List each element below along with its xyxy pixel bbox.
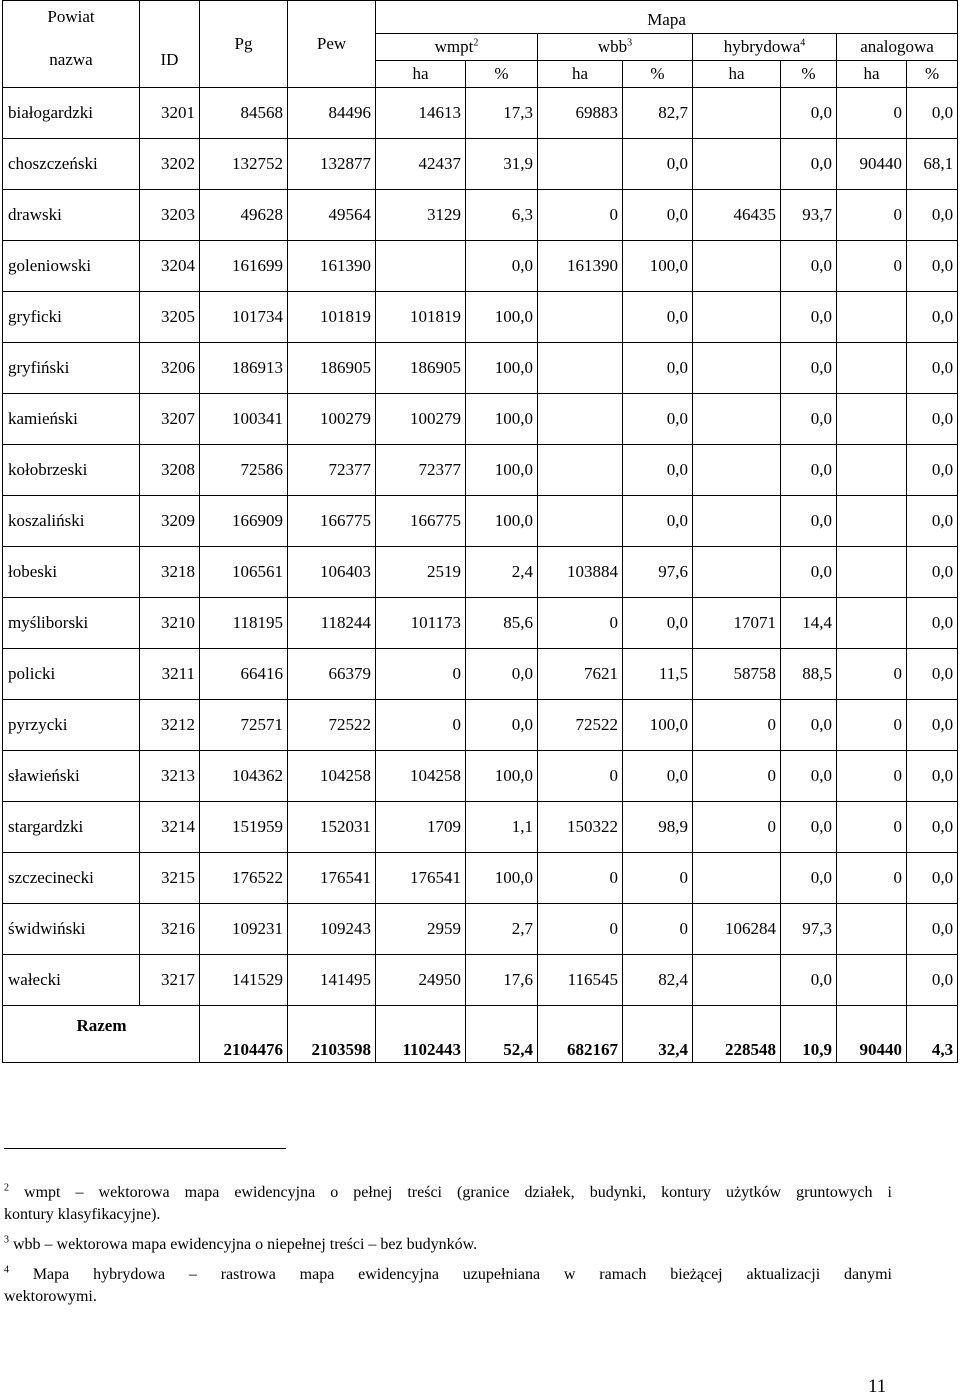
cell-wmpt-pct: 0,0 [466,649,538,700]
cell-pg: 72571 [200,700,288,751]
cell-wbb-ha: 0 [538,751,623,802]
cell-wbb-ha: 150322 [538,802,623,853]
cell-pg: 106561 [200,547,288,598]
hybrydowa-sup: 4 [800,37,806,49]
cell-ana-ha: 0 [837,751,907,802]
cell-ana-ha: 0 [837,88,907,139]
cell-ana-ha [837,547,907,598]
total-cell-ana-pct: 4,3 [907,1006,958,1063]
header-pew: Pew [288,1,376,88]
cell-id: 3213 [140,751,200,802]
cell-wmpt-ha: 1709 [376,802,466,853]
unit-ana-ha: ha [837,61,907,88]
total-cell-hyb-ha: 228548 [693,1006,781,1063]
cell-wmpt-pct: 17,3 [466,88,538,139]
cell-hyb-pct: 93,7 [781,190,837,241]
table-row [3,343,958,394]
cell-wbb-ha [538,292,623,343]
cell-hyb-ha [693,139,781,190]
cell-wbb-ha: 0 [538,904,623,955]
unit-hyb-ha: ha [693,61,781,88]
cell-pew: 176541 [288,853,376,904]
cell-wmpt-pct: 100,0 [466,394,538,445]
cell-wmpt-ha: 24950 [376,955,466,1006]
wbb-label: wbb [597,37,628,56]
unit-wmpt-ha: ha [376,61,466,88]
cell-ana-pct: 68,1 [907,139,958,190]
cell-ana-ha [837,343,907,394]
cell-wbb-pct: 0,0 [623,292,693,343]
cell-wbb-pct: 0,0 [623,751,693,802]
table-row [3,700,958,751]
cell-wbb-pct: 0,0 [623,394,693,445]
cell-ana-pct: 0,0 [907,445,958,496]
header-analogowa: analogowa [837,34,958,61]
footnote-2-text: wmpt – wektorowa mapa ewidencyjna o pełnej treści (granice działek, budynki, kontury użytków gruntowych i [24,1184,892,1201]
cell-wbb-pct: 0,0 [623,445,693,496]
cell-pew: 161390 [288,241,376,292]
cell-hyb-pct: 14,4 [781,598,837,649]
cell-hyb-pct: 97,3 [781,904,837,955]
table-row [3,496,958,547]
cell-wbb-ha [538,394,623,445]
cell-pew: 152031 [288,802,376,853]
cell-wbb-pct: 0,0 [623,343,693,394]
cell-hyb-pct: 0,0 [781,343,837,394]
cell-pew: 66379 [288,649,376,700]
cell-nazwa: policki [3,649,140,700]
footnote-4-text: Mapa hybrydowa – rastrowa mapa ewidencyjna uzupełniana w ramach bieżącej aktualizacji danymi [32,1266,892,1283]
cell-hyb-ha [693,241,781,292]
cell-hyb-pct: 0,0 [781,496,837,547]
cell-nazwa: szczecinecki [3,853,140,904]
cell-ana-pct: 0,0 [907,955,958,1006]
cell-wbb-pct: 100,0 [623,700,693,751]
total-cell-pg: 2104476 [200,1006,288,1063]
cell-hyb-ha [693,394,781,445]
cell-pg: 49628 [200,190,288,241]
header-nazwa: nazwa [3,34,140,88]
footnotes [4,1182,892,1316]
cell-id: 3203 [140,190,200,241]
total-cell-wbb-ha: 682167 [538,1006,623,1063]
cell-wbb-ha: 0 [538,853,623,904]
cell-id: 3217 [140,955,200,1006]
cell-hyb-ha: 46435 [693,190,781,241]
cell-wmpt-ha: 176541 [376,853,466,904]
header-pg: Pg [200,1,288,88]
cell-pew: 186905 [288,343,376,394]
cell-wmpt-ha: 2959 [376,904,466,955]
cell-ana-ha: 90440 [837,139,907,190]
table-row [3,955,958,1006]
footnote-4 [4,1264,892,1286]
footnote-2 [4,1182,892,1204]
unit-hyb-pct: % [781,61,837,88]
cell-hyb-pct: 0,0 [781,547,837,598]
cell-pew: 100279 [288,394,376,445]
cell-pg: 72586 [200,445,288,496]
cell-hyb-ha: 58758 [693,649,781,700]
header-wbb [538,34,693,61]
cell-pew: 106403 [288,547,376,598]
cell-wmpt-pct: 100,0 [466,751,538,802]
cell-hyb-ha [693,445,781,496]
cell-wbb-pct: 98,9 [623,802,693,853]
table-row [3,547,958,598]
cell-pg: 161699 [200,241,288,292]
cell-ana-ha: 0 [837,802,907,853]
cell-ana-ha: 0 [837,700,907,751]
cell-ana-pct: 0,0 [907,241,958,292]
cell-id: 3202 [140,139,200,190]
cell-wmpt-ha [376,241,466,292]
cell-pg: 109231 [200,904,288,955]
total-label: Razem [3,1006,200,1063]
header-hybrydowa [693,34,837,61]
cell-wmpt-pct: 0,0 [466,241,538,292]
wmpt-label: wmpt [434,37,474,56]
cell-wmpt-pct: 31,9 [466,139,538,190]
cell-wbb-ha: 69883 [538,88,623,139]
cell-wmpt-ha: 101173 [376,598,466,649]
cell-wmpt-pct: 100,0 [466,445,538,496]
cell-ana-ha [837,955,907,1006]
cell-nazwa: świdwiński [3,904,140,955]
cell-id: 3201 [140,88,200,139]
cell-id: 3207 [140,394,200,445]
cell-wbb-pct: 0,0 [623,190,693,241]
table-row [3,139,958,190]
cell-wmpt-ha: 104258 [376,751,466,802]
cell-pew: 141495 [288,955,376,1006]
cell-id: 3216 [140,904,200,955]
cell-hyb-ha [693,853,781,904]
cell-wbb-pct: 0,0 [623,139,693,190]
cell-pew: 166775 [288,496,376,547]
cell-wbb-pct: 0 [623,853,693,904]
cell-hyb-pct: 0,0 [781,751,837,802]
cell-wmpt-pct: 2,4 [466,547,538,598]
cell-ana-ha: 0 [837,649,907,700]
cell-ana-ha: 0 [837,190,907,241]
cell-ana-ha [837,598,907,649]
cell-hyb-pct: 0,0 [781,802,837,853]
land-map-table [2,0,958,1063]
cell-hyb-ha: 106284 [693,904,781,955]
cell-hyb-pct: 0,0 [781,88,837,139]
cell-pew: 132877 [288,139,376,190]
cell-ana-ha [837,292,907,343]
cell-pew: 49564 [288,190,376,241]
cell-wmpt-pct: 85,6 [466,598,538,649]
cell-ana-pct: 0,0 [907,700,958,751]
cell-wbb-pct: 100,0 [623,241,693,292]
cell-hyb-pct: 0,0 [781,955,837,1006]
footnote-2-continuation: kontury klasyfikacyjne). [4,1206,161,1223]
cell-wmpt-pct: 100,0 [466,343,538,394]
cell-nazwa: koszaliński [3,496,140,547]
total-row [3,1006,958,1063]
cell-hyb-ha: 0 [693,751,781,802]
cell-hyb-pct: 0,0 [781,394,837,445]
cell-pew: 84496 [288,88,376,139]
table-row [3,292,958,343]
cell-nazwa: drawski [3,190,140,241]
cell-wmpt-pct: 1,1 [466,802,538,853]
header-id-top [140,1,200,34]
cell-hyb-pct: 0,0 [781,292,837,343]
cell-hyb-ha [693,88,781,139]
cell-wmpt-pct: 6,3 [466,190,538,241]
total-cell-wmpt-pct: 52,4 [466,1006,538,1063]
cell-ana-pct: 0,0 [907,292,958,343]
cell-wmpt-ha: 101819 [376,292,466,343]
cell-wbb-ha: 103884 [538,547,623,598]
cell-ana-pct: 0,0 [907,649,958,700]
cell-id: 3218 [140,547,200,598]
cell-hyb-ha [693,292,781,343]
footnote-rule [4,1148,286,1149]
cell-wbb-pct: 82,4 [623,955,693,1006]
cell-hyb-pct: 0,0 [781,241,837,292]
cell-pg: 141529 [200,955,288,1006]
cell-nazwa: sławieński [3,751,140,802]
cell-pew: 109243 [288,904,376,955]
cell-pg: 84568 [200,88,288,139]
header-mapa: Mapa [376,1,958,34]
footnote-3-text: wbb – wektorowa mapa ewidencyjna o niepełnej treści – bez budynków. [13,1236,478,1253]
unit-ana-pct: % [907,61,958,88]
cell-pg: 118195 [200,598,288,649]
cell-ana-pct: 0,0 [907,547,958,598]
cell-wmpt-pct: 17,6 [466,955,538,1006]
cell-wbb-pct: 0,0 [623,496,693,547]
footnote-3-number: 3 [4,1234,9,1246]
table-row [3,445,958,496]
cell-ana-pct: 0,0 [907,853,958,904]
cell-hyb-pct: 88,5 [781,649,837,700]
cell-wmpt-ha: 186905 [376,343,466,394]
cell-wmpt-ha: 2519 [376,547,466,598]
cell-wbb-pct: 82,7 [623,88,693,139]
cell-pg: 101734 [200,292,288,343]
cell-id: 3210 [140,598,200,649]
hybrydowa-label: hybrydowa [723,37,801,56]
cell-pg: 176522 [200,853,288,904]
total-cell-wmpt-ha: 1102443 [376,1006,466,1063]
unit-wbb-ha: ha [538,61,623,88]
cell-id: 3205 [140,292,200,343]
cell-wbb-ha [538,496,623,547]
cell-hyb-ha [693,955,781,1006]
footnote-2-number: 2 [4,1182,9,1194]
cell-pew: 72377 [288,445,376,496]
table-row [3,88,958,139]
cell-hyb-ha: 0 [693,700,781,751]
cell-wbb-ha [538,343,623,394]
cell-wbb-pct: 0,0 [623,598,693,649]
cell-nazwa: gryficki [3,292,140,343]
cell-id: 3208 [140,445,200,496]
cell-nazwa: kamieński [3,394,140,445]
cell-pew: 72522 [288,700,376,751]
cell-wmpt-ha: 42437 [376,139,466,190]
footnote-4-continuation: wektorowymi. [4,1288,97,1305]
header-powiat: Powiat [3,1,140,34]
cell-wmpt-ha: 14613 [376,88,466,139]
cell-nazwa: goleniowski [3,241,140,292]
cell-nazwa: kołobrzeski [3,445,140,496]
cell-wmpt-ha: 0 [376,700,466,751]
table-body [3,88,958,1063]
table-row [3,802,958,853]
cell-id: 3209 [140,496,200,547]
table-row [3,241,958,292]
cell-ana-pct: 0,0 [907,751,958,802]
total-cell-pew: 2103598 [288,1006,376,1063]
cell-ana-ha [837,496,907,547]
cell-nazwa: pyrzycki [3,700,140,751]
cell-wmpt-ha: 0 [376,649,466,700]
cell-ana-pct: 0,0 [907,496,958,547]
cell-pg: 66416 [200,649,288,700]
cell-nazwa: gryfiński [3,343,140,394]
cell-pew: 104258 [288,751,376,802]
cell-wbb-ha [538,445,623,496]
cell-hyb-pct: 0,0 [781,853,837,904]
cell-id: 3212 [140,700,200,751]
cell-hyb-pct: 0,0 [781,700,837,751]
cell-hyb-ha [693,343,781,394]
cell-id: 3204 [140,241,200,292]
table-row [3,394,958,445]
cell-wmpt-pct: 100,0 [466,292,538,343]
cell-ana-pct: 0,0 [907,343,958,394]
cell-wmpt-ha: 3129 [376,190,466,241]
header-wmpt [376,34,538,61]
cell-ana-pct: 0,0 [907,88,958,139]
cell-wbb-ha: 161390 [538,241,623,292]
cell-wbb-ha: 72522 [538,700,623,751]
cell-pg: 151959 [200,802,288,853]
table-row [3,649,958,700]
table-row [3,190,958,241]
table-row [3,598,958,649]
cell-hyb-pct: 0,0 [781,445,837,496]
table-header [3,1,958,88]
cell-ana-pct: 0,0 [907,394,958,445]
header-id: ID [140,34,200,88]
cell-hyb-ha [693,547,781,598]
wmpt-sup: 2 [473,37,479,49]
cell-hyb-ha [693,496,781,547]
cell-pew: 101819 [288,292,376,343]
unit-wbb-pct: % [623,61,693,88]
cell-ana-pct: 0,0 [907,190,958,241]
footnote-4-number: 4 [4,1264,9,1276]
cell-wbb-ha: 116545 [538,955,623,1006]
cell-pg: 132752 [200,139,288,190]
cell-wbb-ha: 0 [538,598,623,649]
cell-hyb-pct: 0,0 [781,139,837,190]
cell-ana-ha [837,904,907,955]
cell-pg: 104362 [200,751,288,802]
cell-wmpt-pct: 100,0 [466,853,538,904]
cell-wmpt-ha: 72377 [376,445,466,496]
cell-wmpt-ha: 166775 [376,496,466,547]
cell-wmpt-pct: 0,0 [466,700,538,751]
cell-id: 3211 [140,649,200,700]
cell-id: 3206 [140,343,200,394]
table-container [2,0,957,1063]
cell-nazwa: stargardzki [3,802,140,853]
cell-wbb-pct: 97,6 [623,547,693,598]
cell-hyb-ha: 0 [693,802,781,853]
cell-pg: 166909 [200,496,288,547]
cell-wbb-pct: 11,5 [623,649,693,700]
cell-wbb-ha: 0 [538,190,623,241]
cell-id: 3214 [140,802,200,853]
unit-wmpt-pct: % [466,61,538,88]
table-row [3,853,958,904]
cell-nazwa: łobeski [3,547,140,598]
cell-nazwa: białogardzki [3,88,140,139]
total-cell-ana-ha: 90440 [837,1006,907,1063]
cell-ana-pct: 0,0 [907,802,958,853]
total-cell-wbb-pct: 32,4 [623,1006,693,1063]
cell-pg: 100341 [200,394,288,445]
cell-wmpt-pct: 2,7 [466,904,538,955]
cell-wmpt-ha: 100279 [376,394,466,445]
cell-ana-ha: 0 [837,241,907,292]
cell-ana-ha [837,394,907,445]
wbb-sup: 3 [627,37,633,49]
footnote-3 [4,1234,892,1256]
table-row [3,904,958,955]
cell-wbb-pct: 0 [623,904,693,955]
cell-wbb-ha: 7621 [538,649,623,700]
cell-wmpt-pct: 100,0 [466,496,538,547]
cell-wbb-ha [538,139,623,190]
cell-pew: 118244 [288,598,376,649]
cell-nazwa: wałecki [3,955,140,1006]
total-cell-hyb-pct: 10,9 [781,1006,837,1063]
cell-nazwa: myśliborski [3,598,140,649]
cell-id: 3215 [140,853,200,904]
cell-nazwa: choszczeński [3,139,140,190]
cell-hyb-ha: 17071 [693,598,781,649]
cell-ana-ha: 0 [837,853,907,904]
cell-ana-ha [837,445,907,496]
page-number: 11 [868,1376,887,1397]
cell-ana-pct: 0,0 [907,598,958,649]
cell-pg: 186913 [200,343,288,394]
cell-ana-pct: 0,0 [907,904,958,955]
table-row [3,751,958,802]
